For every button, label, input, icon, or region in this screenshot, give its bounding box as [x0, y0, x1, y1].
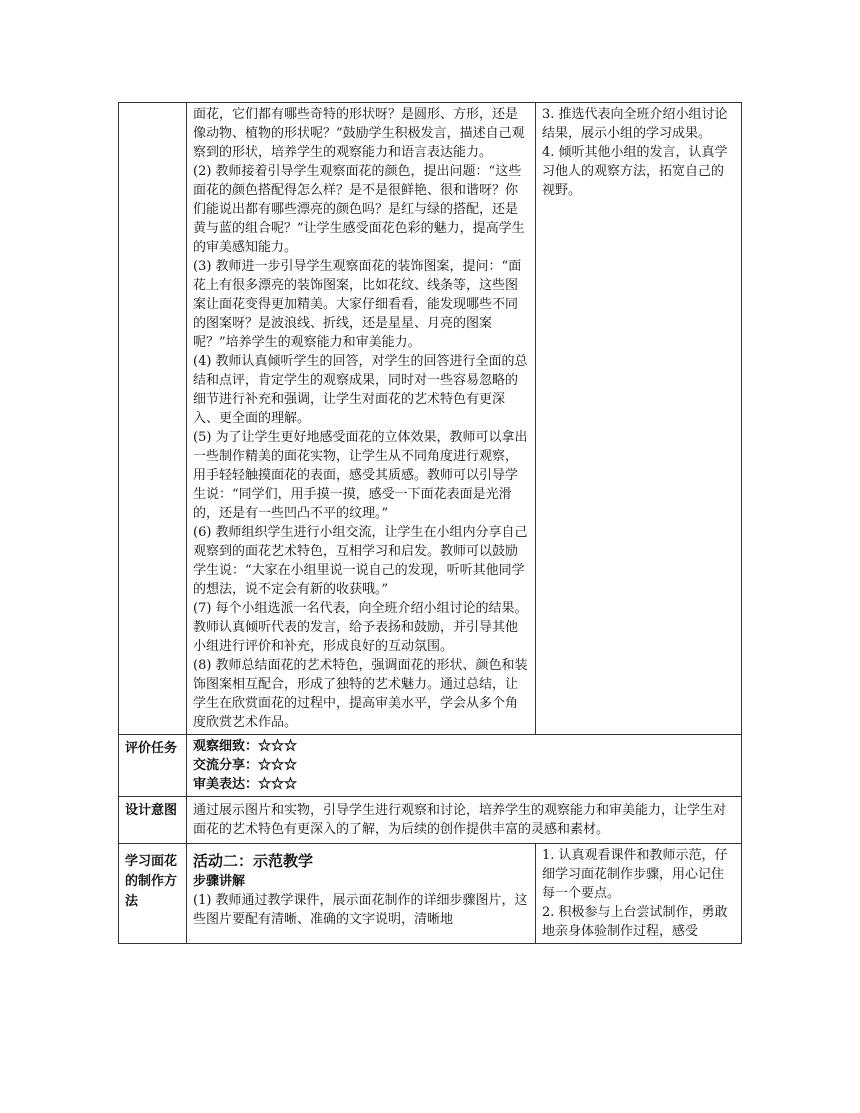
paragraph: (4) 教师认真倾听学生的回答，对学生的回答进行全面的总结和点评，肯定学生的观察成果，同时对一些容易忽略的细节进行补充和强调，让学生对面花的艺术特色有更深入、更全面的理解。	[193, 354, 528, 426]
paragraph: (2) 教师接着引导学生观察面花的颜色，提出问题：“这些面花的颜色搭配得怎么样？是不是很鲜艳、很和谐呀？你们能说出都有哪些漂亮的颜色吗？是红与绿的搭配，还是黄与蓝的组合呢？”让学生感受面花色彩的魅力，提高学生的审美感知能力。	[193, 164, 525, 255]
paragraph: 2. 积极参与上台尝试制作，勇敢地亲身体验制作过程，感受	[542, 905, 728, 939]
row-label	[119, 844, 187, 944]
paragraph: (6) 教师组织学生进行小组交流，让学生在小组内分享自己观察到的面花艺术特色，互相学习和启发。教师可以鼓励学生说：“大家在小组里说一说自己的发现，听听其他同学的想法，说不定会有新的收获哦。”	[193, 525, 528, 597]
teacher-activity-cell	[187, 844, 536, 944]
row-label	[119, 735, 187, 797]
teacher-activity-cell	[187, 103, 536, 735]
paragraph: 通过展示图片和实物，引导学生进行观察和讨论，培养学生的观察能力和审美能力，让学生对面花的艺术特色有更深入的了解，为后续的创作提供丰富的灵感和素材。	[193, 803, 727, 837]
evaluation-item: 交流分享：☆☆☆	[193, 758, 298, 773]
table-row	[119, 844, 742, 944]
activity-subtitle: 步骤讲解	[193, 874, 246, 889]
paragraph: 4. 倾听其他小组的发言，认真学习他人的观察方法，拓宽自己的视野。	[542, 145, 728, 198]
evaluation-item: 审美表达：☆☆☆	[193, 777, 298, 792]
paragraph: 1. 认真观看课件和教师示范，仔细学习面花制作步骤，用心记住每一个要点。	[542, 848, 728, 901]
activity-title: 活动二：示范教学	[193, 852, 314, 870]
table-row	[119, 103, 742, 735]
learning-method-label: 学习面花的制作方法	[125, 854, 178, 909]
evaluation-label: 评价任务	[125, 741, 178, 756]
paragraph: (1) 教师通过教学课件，展示面花制作的详细步骤图片，这些图片要配有清晰、准确的文字说明，清晰地	[193, 893, 528, 927]
student-activity-cell	[536, 103, 742, 735]
paragraph: 面花，它们都有哪些奇特的形状呀？是圆形、方形，还是像动物、植物的形状呢？”鼓励学生积极发言，描述自己观察到的形状，培养学生的观察能力和语言表达能力。	[193, 107, 525, 160]
table-row	[119, 735, 742, 797]
paragraph: (7) 每个小组选派一名代表，向全班介绍小组讨论的结果。教师认真倾听代表的发言，给予表扬和鼓励，并引导其他小组进行评价和补充，形成良好的互动氛围。	[193, 601, 528, 654]
student-activity-cell	[536, 844, 742, 944]
row-label-empty	[119, 103, 187, 735]
paragraph: (5) 为了让学生更好地感受面花的立体效果，教师可以拿出一些制作精美的面花实物，让学生从不同角度进行观察，用手轻轻触摸面花的表面，感受其质感。教师可以引导学生说：“同学们，用手摸一摸，感受一下面花表面是光滑的，还是有一些凹凸不平的纹理。”	[193, 430, 528, 521]
evaluation-item: 观察细致：☆☆☆	[193, 739, 298, 754]
paragraph: 3. 推选代表向全班介绍小组讨论结果，展示小组的学习成果。	[542, 107, 728, 141]
row-label	[119, 797, 187, 844]
design-intent-cell	[187, 797, 742, 844]
design-intent-label: 设计意图	[125, 803, 178, 818]
lesson-plan-table	[118, 102, 742, 944]
table-row	[119, 797, 742, 844]
evaluation-cell	[187, 735, 742, 797]
paragraph: (8) 教师总结面花的艺术特色，强调面花的形状、颜色和装饰图案相互配合，形成了独特的艺术魅力。通过总结，让学生在欣赏面花的过程中，提高审美水平，学会从多个角度欣赏艺术作品。	[193, 658, 528, 730]
paragraph: (3) 教师进一步引导学生观察面花的装饰图案，提问：“面花上有很多漂亮的装饰图案，比如花纹、线条等，这些图案让面花变得更加精美。大家仔细看看，能发现哪些不同的图案呀？是波浪线、折线，还是星星、月亮的图案呢？”培养学生的观察能力和审美能力。	[193, 259, 522, 350]
